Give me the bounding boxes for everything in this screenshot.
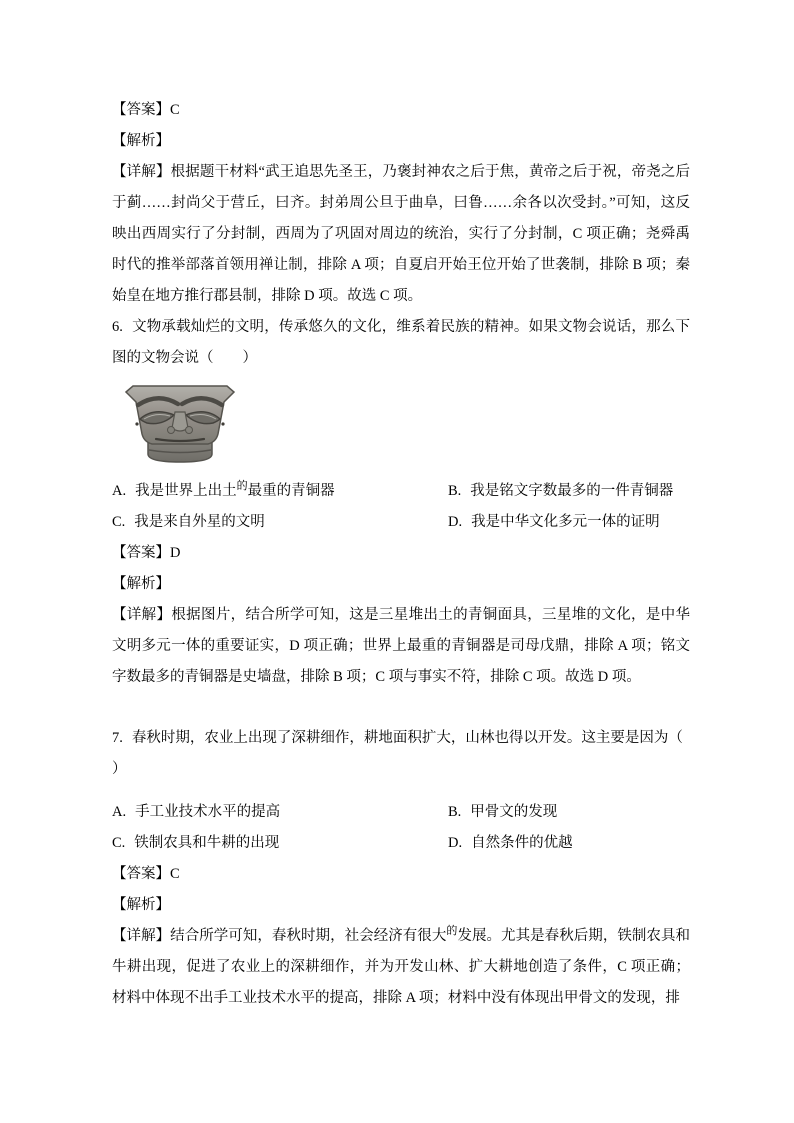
detail-label: 【详解】 [112,607,172,623]
q6-option-a [112,476,448,507]
q6-options-row-1 [112,476,690,507]
q6-option-b [448,476,673,507]
q7-stem-close [112,754,690,785]
q7-option-b-label: B. [448,804,462,820]
q6-number: 6. [112,319,123,335]
q7-detail-text-pre: 结合所学可知，春秋时期，社会经济有很大 [170,928,447,944]
q6-option-c-label: C. [112,514,126,530]
prev-detail-paragraph [112,157,690,312]
q6-analysis-line [112,569,690,600]
q7-detail-text-post: 发展。尤其是春秋后期，铁制农具和牛耕出现，促进了农业上的深耕细作，并为开发山林、扩大耕地创造了条件，C 项正确；材料中体现不出手工业技术水平的提高，排除 A 项；材料中没有体现出甲骨文的发现，排 [112,928,691,1006]
q7-analysis-line [112,890,690,921]
q6-options-row-2 [112,507,690,538]
q7-stem [112,723,690,754]
q7-option-a [112,797,448,828]
q6-option-d-label: D. [448,514,463,530]
prev-answer-line [112,95,690,126]
q7-option-b [448,797,557,828]
q6-option-a-text-post: 最重的青铜器 [247,483,335,499]
analysis-label: 【解析】 [112,897,170,913]
q7-stem-close-paren: ） [112,761,127,777]
detail-label: 【详解】 [112,164,171,180]
analysis-label: 【解析】 [112,133,170,149]
answer-label: 【答案】 [112,866,170,882]
q7-detail-superscript: 的 [446,925,458,938]
q6-stem [112,312,690,374]
q7-option-a-label: A. [112,804,127,820]
q6-option-b-label: B. [448,483,462,499]
q7-options-row-2 [112,828,690,859]
q7-answer-line [112,859,690,890]
q6-detail-text: 根据图片，结合所学可知，这是三星堆出土的青铜面具，三星堆的文化，是中华文明多元一体的重要证实，D 项正确；世界上最重的青铜器是司母戊鼎，排除 A 项；铭文字数最多的青铜器是史墙盘，排除 B 项；C 项与事实不符，排除 C 项。故选 D 项。 [112,607,691,685]
q7-answer-value: C [170,866,180,882]
page-content [112,95,690,1014]
q6-option-c [112,507,448,538]
analysis-label: 【解析】 [112,576,170,592]
detail-label: 【详解】 [112,928,171,944]
sanxingdui-bronze-mask-photo [120,378,240,464]
q6-option-d [448,507,660,538]
q7-option-a-text: 手工业技术水平的提高 [135,804,281,820]
q7-option-c-label: C. [112,835,126,851]
blank-line [112,693,690,723]
q7-stem-text: 春秋时期，农业上出现了深耕细作，耕地面积扩大，山林也得以开发。这主要是因为（ [131,730,683,746]
q6-option-d-text: 我是中华文化多元一体的证明 [471,514,660,530]
q6-option-a-text: 我是世界上出土 [135,483,237,499]
q7-option-d-label: D. [448,835,463,851]
q7-detail-paragraph [112,921,690,1014]
q6-option-a-superscript: 的 [236,480,248,493]
q7-options-row-1 [112,797,690,828]
q7-option-d-text: 自然条件的优越 [471,835,573,851]
q7-option-c [112,828,448,859]
prev-detail-text: 根据题干材料“武王追思先圣王，乃褒封神农之后于焦，黄帝之后于祝，帝尧之后于蓟……封尚父于营丘，曰齐。封弟周公旦于曲阜，曰鲁……余各以次受封。”可知，这反映出西周实行了分封制，西周为了巩固对周边的统治，实行了分封制，C 项正确；尧舜禹时代的推举部落首领用禅让制，排除 A 项；自夏启开始王位开始了世袭制，排除 B 项；秦始皇在地方推行郡县制，排除 D 项。故选 C 项。 [112,164,690,304]
q7-option-d [448,828,573,859]
q7-option-b-text: 甲骨文的发现 [470,804,558,820]
q6-detail-paragraph [112,600,690,693]
q6-stem-text: 文物承载灿烂的文明，传承悠久的文化，维系着民族的精神。如果文物会说话，那么下图的文物会说（ ） [112,319,690,366]
q7-option-c-text: 铁制农具和牛耕的出现 [134,835,280,851]
prev-analysis-line [112,126,690,157]
q6-answer-line [112,538,690,569]
q6-option-a-label: A. [112,483,127,499]
q6-answer-value: D [170,545,181,561]
answer-label: 【答案】 [112,545,170,561]
q7-number: 7. [112,730,123,746]
q6-option-c-text: 我是来自外星的文明 [134,514,265,530]
q6-option-b-text: 我是铭文字数最多的一件青铜器 [470,483,674,499]
prev-answer-value: C [170,102,180,118]
answer-label: 【答案】 [112,102,170,118]
